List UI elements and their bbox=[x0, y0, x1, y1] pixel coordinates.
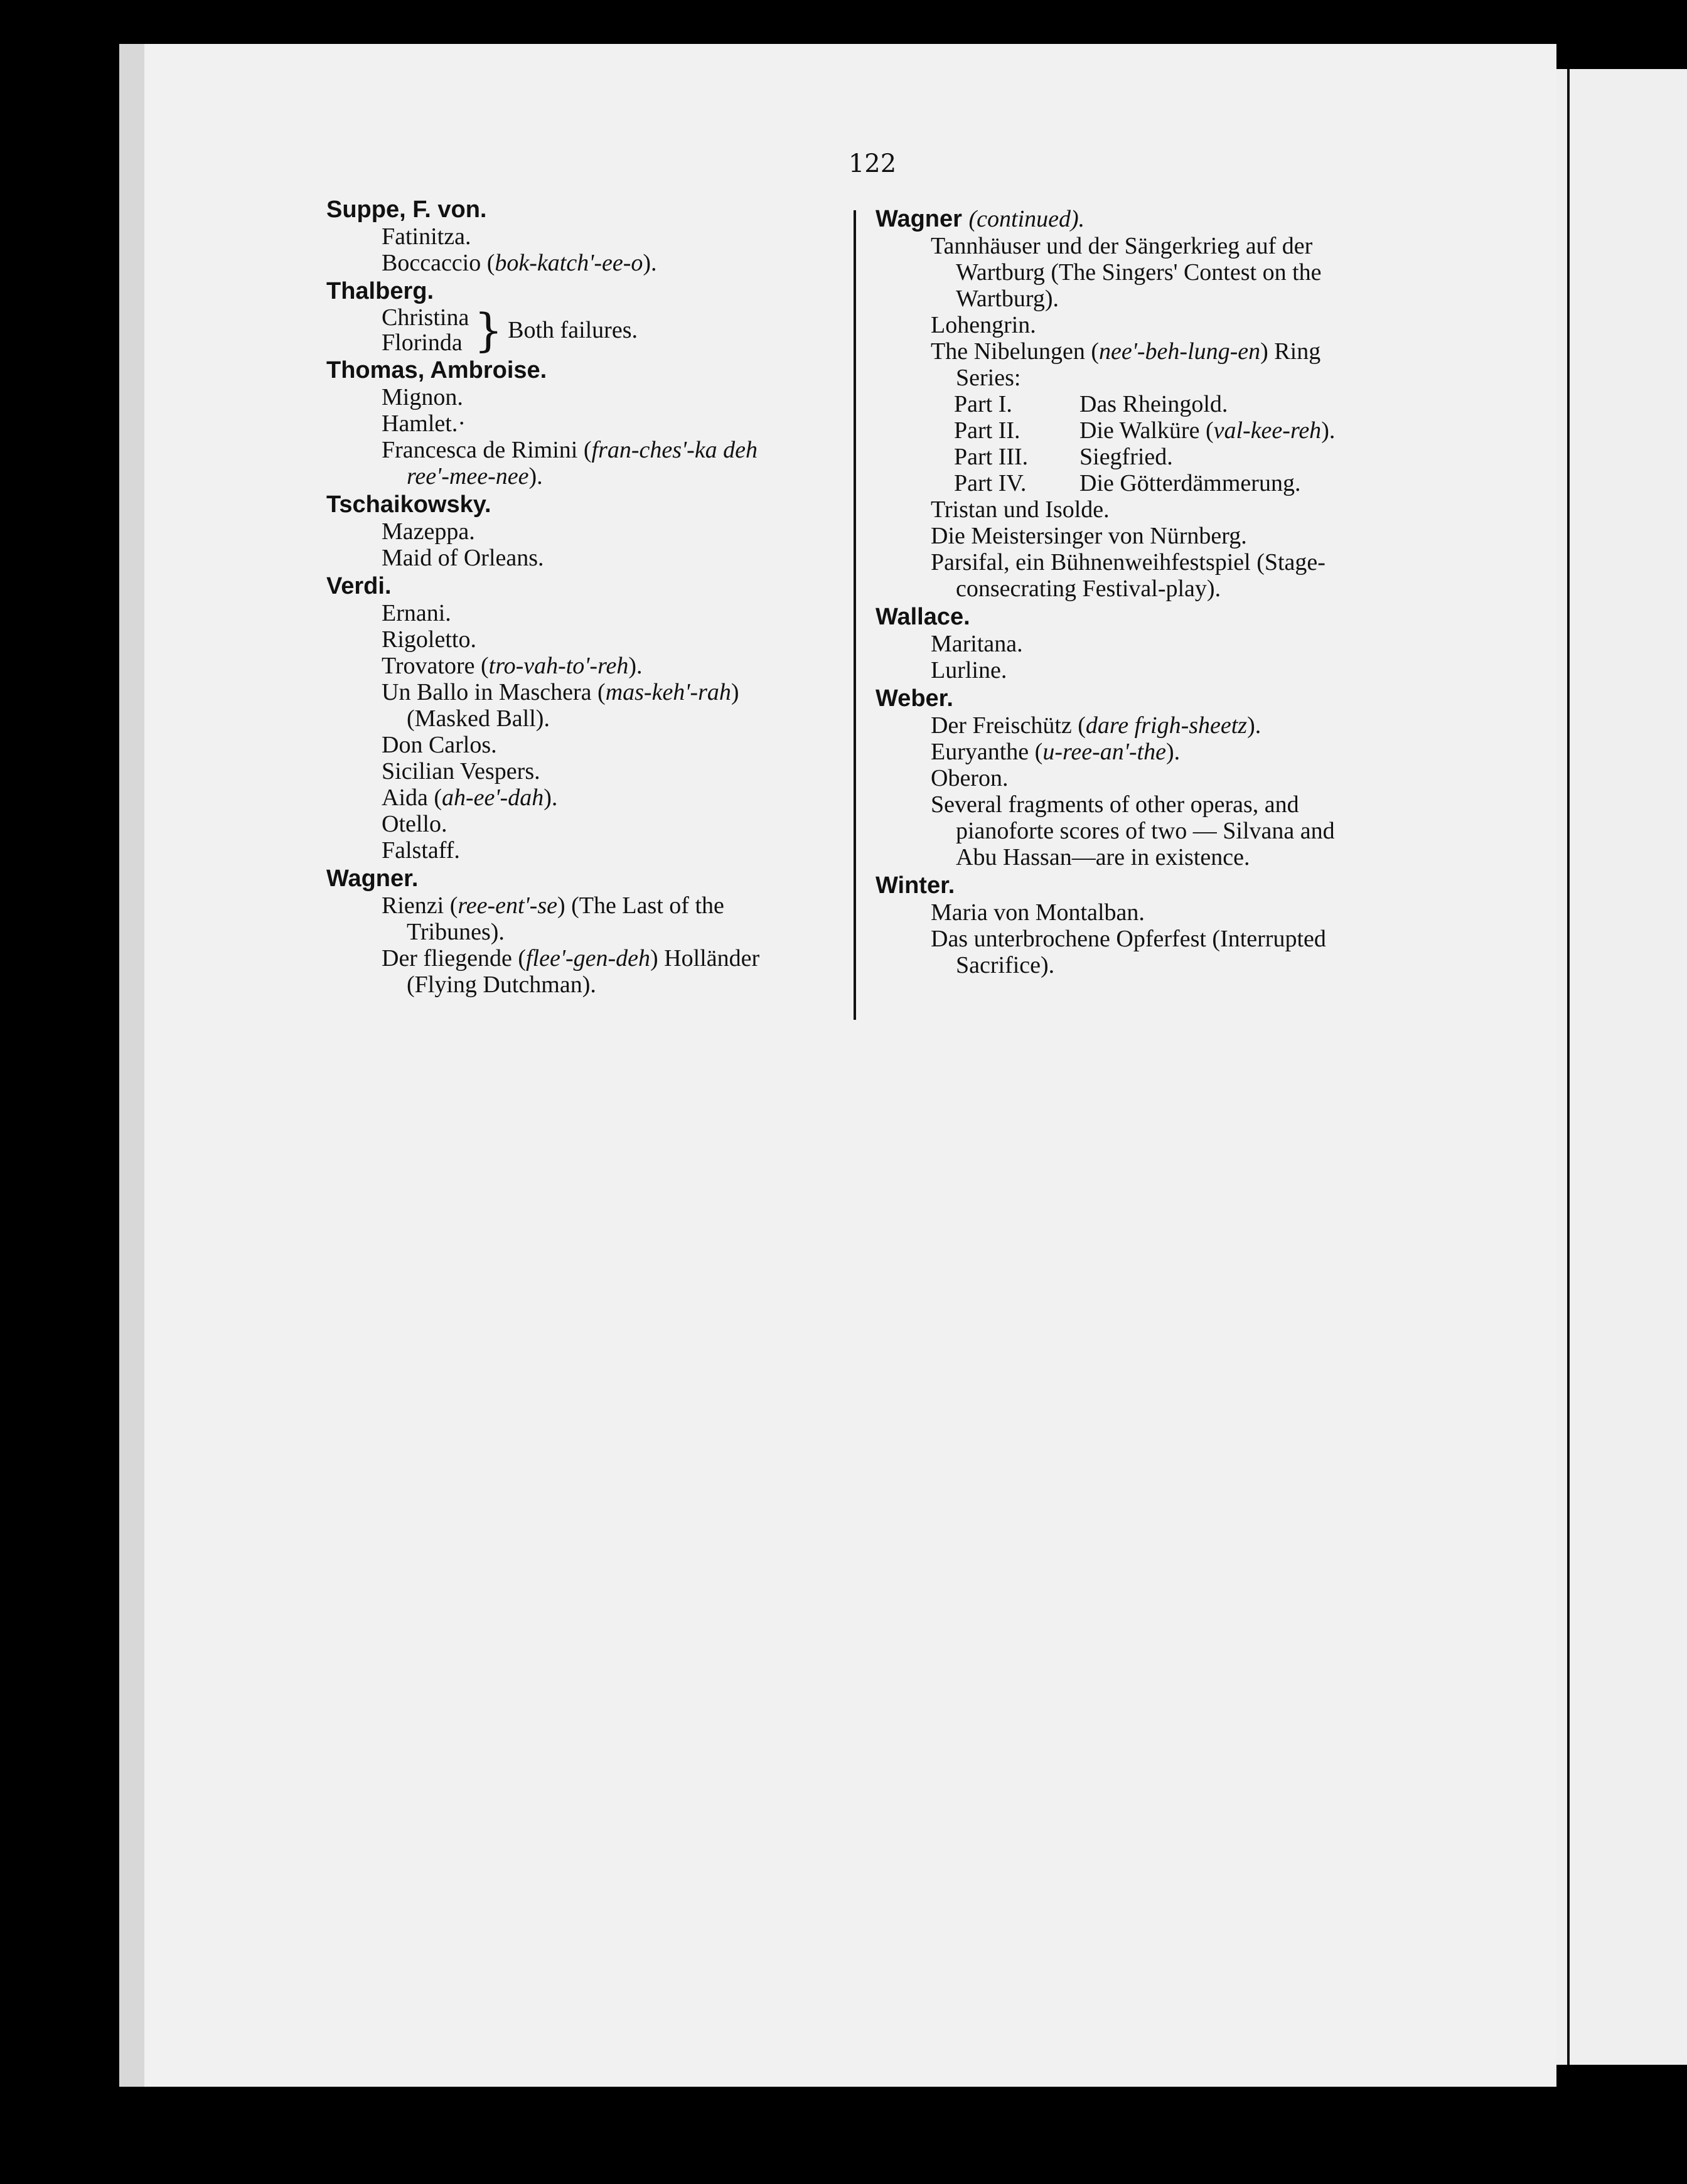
opera-title: Don Carlos. bbox=[382, 732, 497, 758]
pronunciation: tro-vah-to'-reh bbox=[488, 653, 629, 679]
opera-title: Otello. bbox=[382, 811, 447, 837]
opera-title: Euryanthe (u-ree-an'-the). bbox=[931, 739, 1181, 765]
opera-title: Un Ballo in Maschera (mas-keh'-rah) (Masked Ball). bbox=[382, 679, 739, 732]
opera-title: Tristan und Isolde. bbox=[931, 496, 1110, 523]
page-stack-edge bbox=[119, 44, 144, 2087]
opera-title: Der fliegende (flee'-gen-deh) Holländer (Flying Dutchman). bbox=[382, 945, 760, 998]
opera-title: Sicilian Vespers. bbox=[382, 758, 540, 784]
composer-heading: Wallace. bbox=[876, 604, 970, 630]
pronunciation: ree-ent'-se bbox=[458, 892, 557, 919]
opera-title: The Nibelungen (nee'-beh-lung-en) Ring Series: bbox=[931, 338, 1321, 391]
composer-heading: Thalberg. bbox=[326, 278, 434, 304]
opera-title: Das unterbrochene Opferfest (Interrupted Sacrifice). bbox=[931, 926, 1326, 978]
brace-note: Both failures. bbox=[508, 317, 638, 343]
opera-title: Tannhäuser und der Sängerkrieg auf der Wartburg (The Singers' Contest on the Wartburg). bbox=[931, 233, 1322, 312]
pronunciation: ah-ee'-dah bbox=[442, 784, 544, 811]
composer-heading: Weber. bbox=[876, 685, 953, 712]
composer-heading: Thomas, Ambroise. bbox=[326, 357, 547, 383]
continued-note: (continued). bbox=[968, 206, 1085, 232]
opera-title: Oberon. bbox=[931, 765, 1009, 791]
pronunciation: nee'-beh-lung-en bbox=[1099, 338, 1261, 365]
pronunciation: dare frigh-sheetz bbox=[1085, 712, 1248, 739]
next-page-rule bbox=[1567, 69, 1570, 2065]
pronunciation: val-kee-reh bbox=[1213, 417, 1322, 444]
opera-title: Florinda bbox=[382, 329, 463, 356]
opera-title: Francesca de Rimini (fran-ches'-ka deh ree'-mee-nee). bbox=[382, 437, 758, 490]
composer-heading: Wagner (continued). bbox=[876, 206, 1085, 232]
brace-icon: } bbox=[474, 304, 503, 356]
opera-title: Falstaff. bbox=[382, 837, 460, 864]
composer-heading: Wagner. bbox=[326, 865, 419, 892]
ring-part: Part II. Die Walküre (val-kee-reh). bbox=[954, 417, 1336, 444]
opera-title: Trovatore (tro-vah-to'-reh). bbox=[382, 653, 643, 679]
opera-title: Hamlet.· bbox=[382, 410, 466, 437]
composer-heading: Winter. bbox=[876, 872, 955, 899]
opera-title: Rigoletto. bbox=[382, 626, 476, 653]
opera-title: Mazeppa. bbox=[382, 518, 475, 545]
opera-title: Mignon. bbox=[382, 384, 463, 410]
opera-title: Boccaccio (bok-katch'-ee-o). bbox=[382, 250, 657, 276]
brace-group bbox=[326, 305, 841, 355]
opera-title: Lurline. bbox=[931, 657, 1007, 683]
pronunciation: fran-ches'-ka deh bbox=[591, 437, 758, 463]
right-column bbox=[876, 204, 1409, 978]
page-number: 122 bbox=[848, 149, 897, 178]
ring-part: Part IV. Die Götterdämmerung. bbox=[954, 470, 1301, 496]
pronunciation: mas-keh'-rah bbox=[605, 679, 731, 705]
opera-title: Der Freischütz (dare frigh-sheetz). bbox=[931, 712, 1261, 739]
composer-heading: Suppe, F. von. bbox=[326, 196, 487, 223]
opera-title: Lohengrin. bbox=[931, 312, 1036, 338]
pronunciation: bok-katch'-ee-o bbox=[495, 250, 643, 276]
opera-title: Maria von Montalban. bbox=[931, 899, 1145, 926]
pronunciation: flee'-gen-deh bbox=[526, 945, 651, 972]
pronunciation: ree'-mee-nee bbox=[407, 463, 529, 490]
opera-title: Ernani. bbox=[382, 600, 451, 626]
left-column bbox=[326, 195, 841, 998]
opera-title: Aida (ah-ee'-dah). bbox=[382, 784, 558, 811]
ring-part: Part III. Siegfried. bbox=[954, 444, 1173, 470]
opera-title: Parsifal, ein Bühnenweihfestspiel (Stage- consecrating Festival-play). bbox=[931, 549, 1326, 602]
pronunciation: u-ree-an'-the bbox=[1042, 739, 1166, 765]
opera-title: Die Meistersinger von Nürnberg. bbox=[931, 523, 1247, 549]
opera-title: Several fragments of other operas, and pianoforte scores of two — Silvana and Abu Hassan—are in existence. bbox=[931, 791, 1335, 870]
opera-title: Christina bbox=[382, 304, 469, 331]
column-divider bbox=[854, 210, 856, 1020]
opera-title: Rienzi (ree-ent'-se) (The Last of the Tribunes). bbox=[382, 892, 724, 945]
ring-part: Part I. Das Rheingold. bbox=[954, 391, 1228, 417]
composer-heading: Verdi. bbox=[326, 573, 392, 599]
opera-title: Maritana. bbox=[931, 631, 1023, 657]
opera-title: Fatinitza. bbox=[382, 223, 471, 250]
next-page-edge bbox=[1553, 69, 1687, 2065]
composer-heading: Tschaikowsky. bbox=[326, 491, 491, 518]
opera-title: Maid of Orleans. bbox=[382, 545, 544, 571]
